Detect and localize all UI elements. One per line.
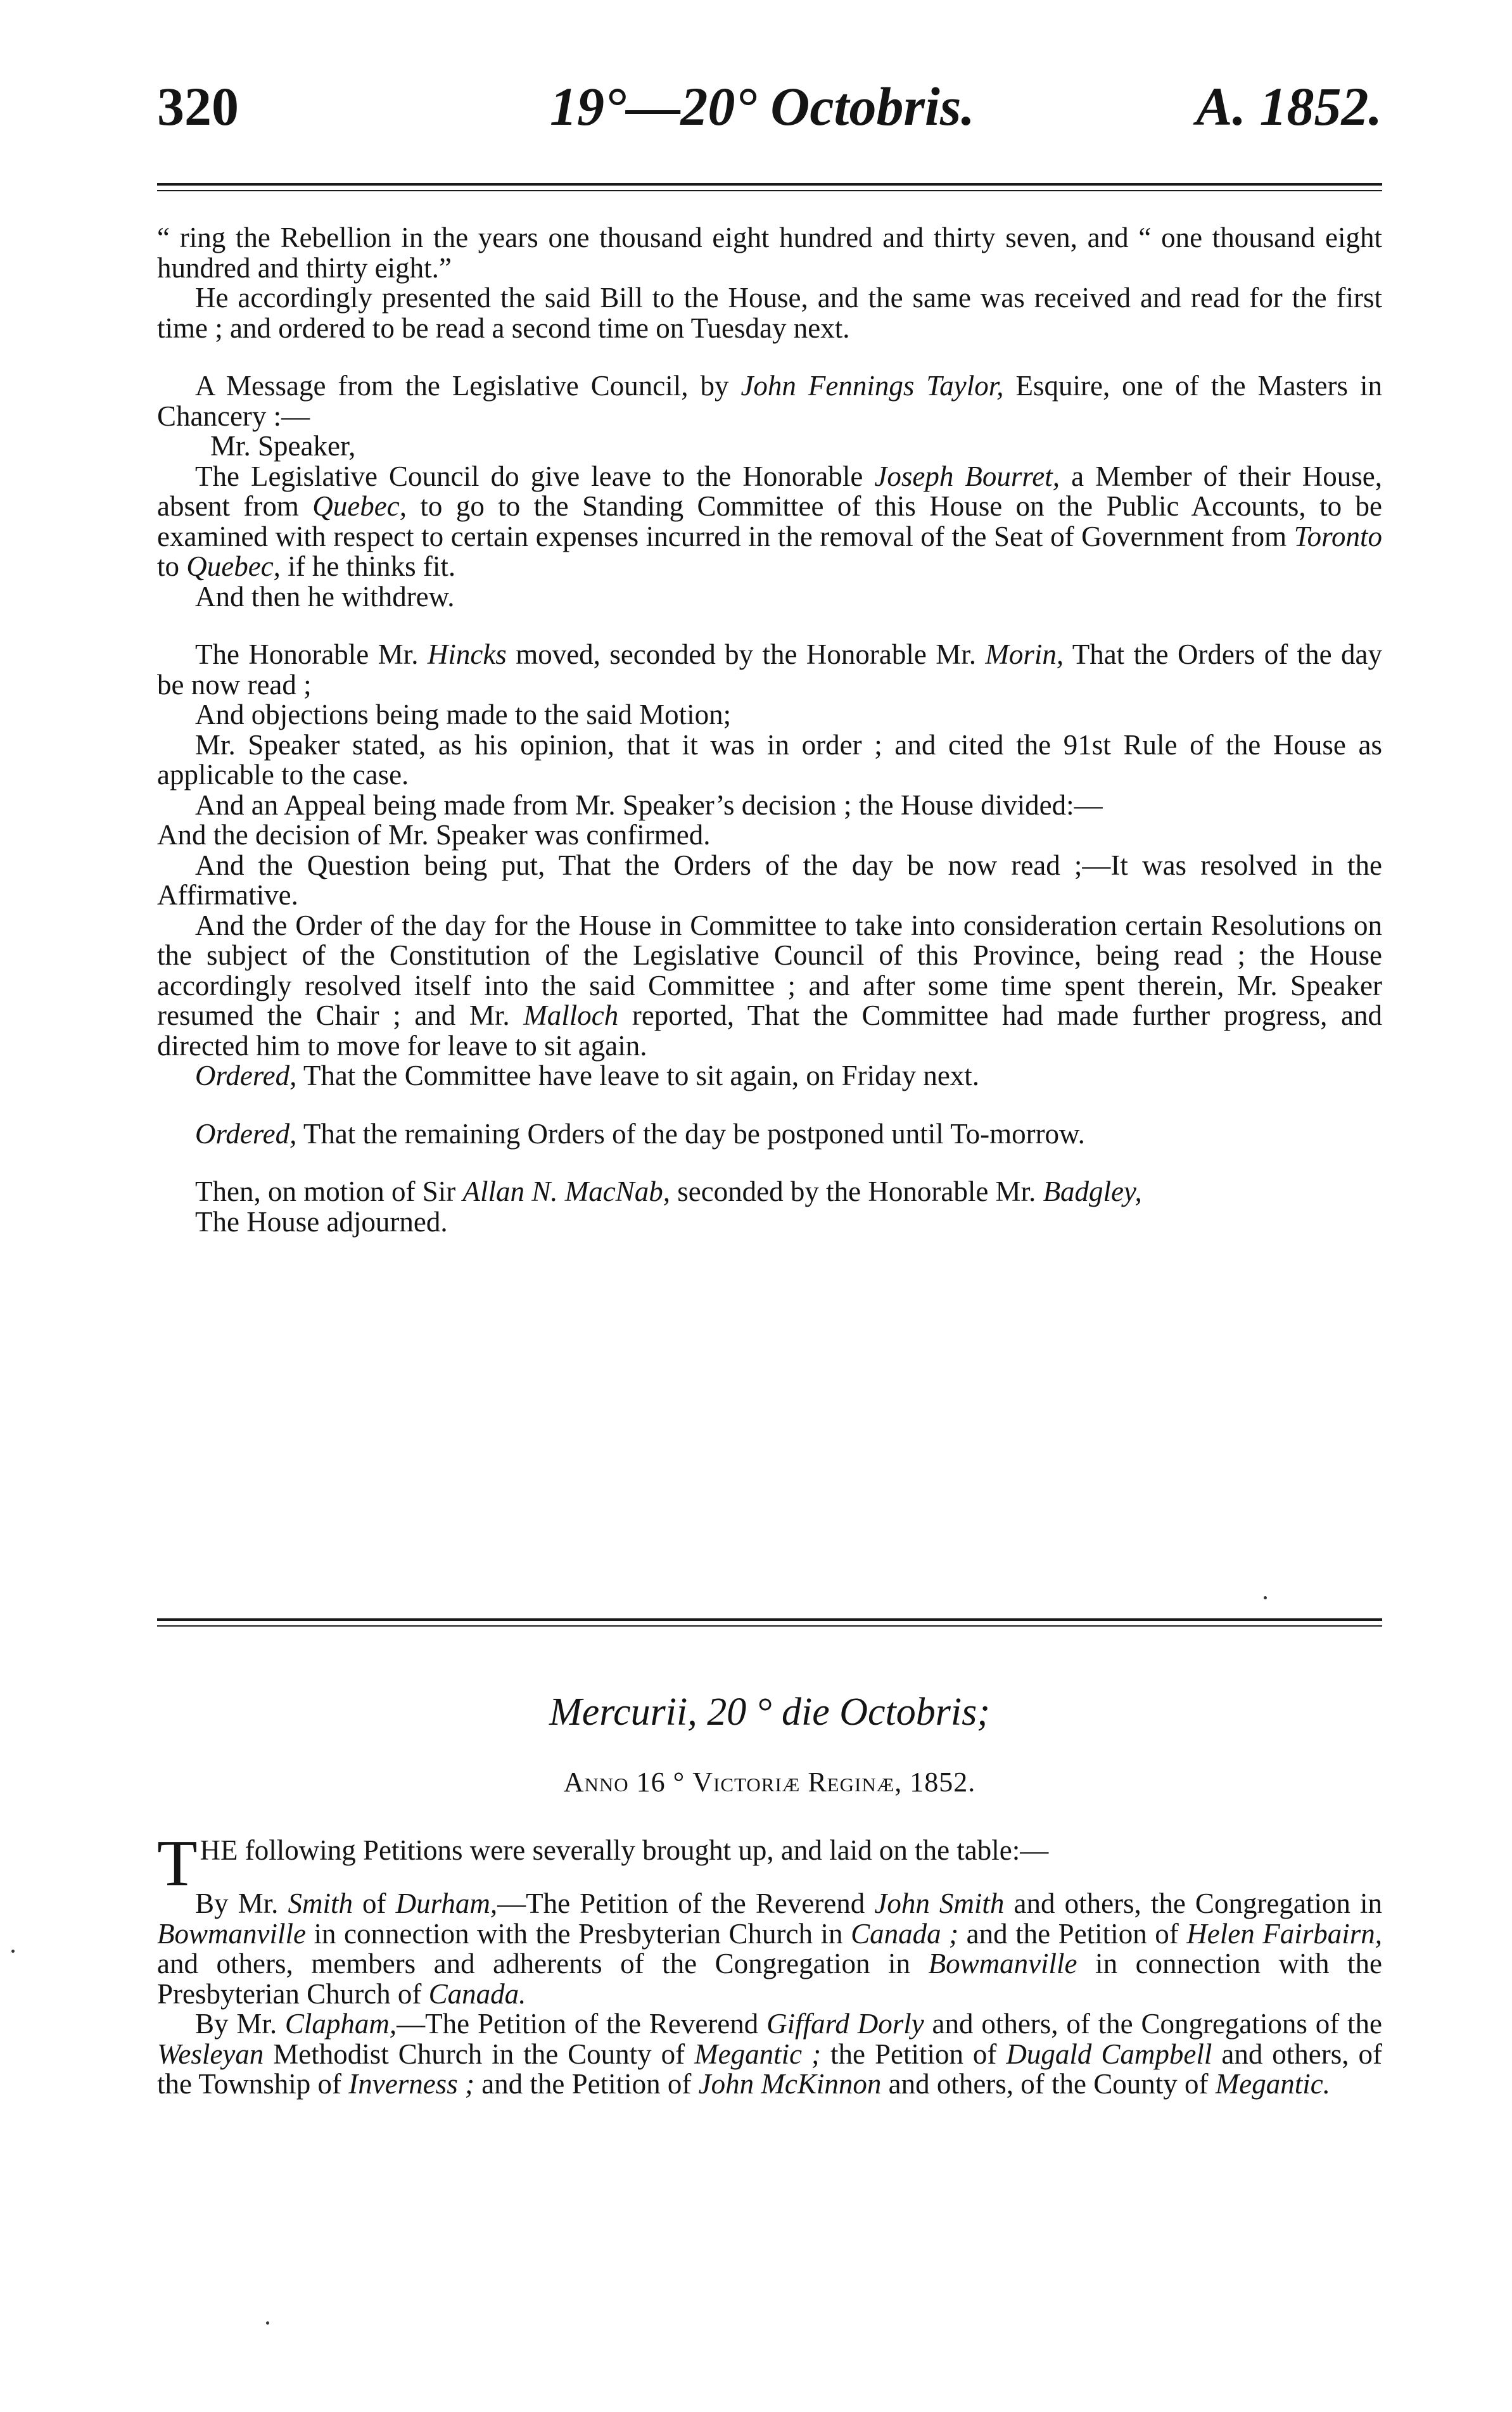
text: a Member of their House, absent from [157,460,1382,522]
subtitle-anno: Anno [563,1767,629,1798]
person-name: Malloch [523,1000,619,1031]
print-speck [11,1950,15,1953]
text: in connection with the Presbyterian Church in [305,1917,851,1950]
paragraph-text: The House adjourned. [195,1205,448,1238]
person-name: Dugald Campbell [1006,2038,1212,2070]
person-name: Helen Fairbairn, [1186,1917,1382,1950]
text: of [352,1888,396,1919]
place-name: Durham, [395,1888,498,1919]
proceedings-oct-19 [157,223,1382,1237]
section-rule-top [157,1618,1382,1621]
person-name: Morin, [985,638,1064,670]
text: to [157,550,187,582]
place-name: Inverness ; [348,2068,474,2100]
section-title: Mercurii, 20 ° die Octobris; [549,1691,990,1734]
paragraph [157,820,1382,851]
paragraph-text: And the decision of Mr. Speaker was confirmed. [157,819,711,851]
text: and the Petition of [474,2068,699,2100]
section-rule-bottom [157,1625,1382,1627]
paragraph-text: HE following Petitions were severally brought up, and laid on the table:— [200,1834,1049,1866]
text: The Honorable Mr. [195,638,428,670]
text: Methodist Church in the County of [264,2038,695,2070]
paragraph [157,1061,1382,1091]
section-subtitle [157,1766,1382,1798]
person-name: Hincks [427,638,507,670]
paragraph [157,371,1382,431]
ordered-label: Ordered, [195,1060,297,1091]
text: Esquire, one of the Masters in Chancery :— [157,370,1383,432]
paragraph-text: And an Appeal being made from Mr. Speaker’s decision ; the House divided:— [195,789,1103,821]
header-year: A. 1852. [1196,76,1382,137]
paragraph [157,2009,1382,2100]
page-number: 320 [157,76,239,137]
running-header [157,75,1382,151]
text: Then, on motion of Sir [195,1176,463,1207]
text: and others, of the Township of [157,2038,1382,2100]
person-name: Clapham, [284,2008,397,2040]
paragraph-text: Mr. Speaker stated, as his opinion, that it was in order ; and cited the 91st Rule of the House as applicable to the case. [157,728,1382,790]
text: —The Petition of the Reverend [497,1888,875,1919]
paragraph [157,790,1382,821]
text: That the Committee have leave to sit again, on Friday next. [296,1060,980,1091]
person-name: John Smith [874,1888,1005,1919]
church-name: Wesleyan [157,2038,264,2070]
text: By Mr. [195,2008,285,2040]
paragraph [157,1889,1382,2009]
place-name: Quebec, [186,550,281,582]
paragraph [157,582,1382,613]
header-date: 19°—20° Octobris. [550,76,975,137]
paragraph [157,640,1382,700]
person-name: Smith [288,1888,353,1919]
person-name: John Fennings Taylor, [740,370,1004,402]
drop-cap: T [157,1827,198,1900]
text: in connection with the Presbyterian Church of [157,1948,1383,2010]
text: reported, That the Committee had made further progress, and directed him to move for leave to sit again. [157,1000,1382,1062]
place-name: Bowmanville [157,1917,306,1950]
paragraph [157,1827,1382,1900]
paragraph-text: And the Question being put, That the Orders of the day be now read ;—It was resolved in the Affirmative. [157,849,1382,911]
paragraph [157,462,1382,582]
text: The Legislative Council do give leave to the Honorable [195,460,875,492]
subtitle-reign: Victoriæ Reginæ, [692,1767,903,1798]
place-name: Toronto [1293,520,1382,552]
person-name: Joseph Bourret, [874,460,1060,492]
header-rule-top [157,183,1382,186]
paragraph [157,700,1382,730]
place-name: Canada. [428,1977,526,2010]
subtitle-regnal-year: 16 ° [636,1767,685,1798]
person-name: Badgley, [1043,1176,1142,1207]
paragraph [157,730,1382,790]
paragraph-text: And then he withdrew. [195,580,455,613]
text: and others, of the County of [881,2068,1216,2100]
place-name: Megantic ; [694,2038,822,2070]
paragraph [157,431,1382,462]
place-name: Megantic. [1215,2068,1330,2100]
print-speck [266,2321,269,2325]
person-name: John McKinnon [698,2068,882,2100]
place-name: Quebec, [312,490,407,522]
text: if he thinks fit. [280,550,456,582]
text: to go to the Standing Committee of this House on the Public Accounts, to be examined with respect to certain expenses incurred in the removal of the Seat of Government from [157,490,1382,552]
place-name: Canada ; [851,1917,959,1950]
text: By Mr. [195,1888,288,1919]
proceedings-oct-20 [157,1827,1383,2100]
person-name: Giffard Dorly [766,2008,924,2040]
text: and others, members and adherents of the Congregation in [157,1948,929,1979]
text: And the Order of the day for the House in Committee to take into consideration certain Resolutions on the subject of the Constitution of the Legislative Council of this Province, being read ; the House accordingly resolved itself into the said Committee ; and after some time spent therein, Mr. Speaker resumed the Chair ; and Mr. [157,909,1382,1031]
paragraph-text: And objections being made to the said Motion; [195,699,732,730]
person-name: Allan N. MacNab, [462,1176,670,1207]
text: That the remaining Orders of the day be postponed until To-morrow. [296,1117,1085,1150]
paragraph-text: “ ring the Rebellion in the years one thousand eight hundred and thirty seven, and “ one thousand eight hundred and thirty eight.” [157,222,1382,284]
paragraph [157,283,1382,343]
ordered-label: Ordered, [195,1117,297,1150]
paragraph-text: He accordingly presented the said Bill to the House, and the same was received and read for the first time ; and ordered to be read a second time on Tuesday next. [157,282,1382,344]
paragraph [157,1177,1382,1207]
paragraph [157,223,1382,283]
text: and others, the Congregation in [1004,1888,1382,1919]
paragraph [157,911,1382,1062]
text: —The Petition of the Reverend [397,2008,767,2040]
paragraph [157,851,1382,911]
text: A Message from the Legislative Council, by [195,370,741,402]
place-name: Bowmanville [928,1948,1077,1979]
text: and others, of the Congregations of the [924,2008,1382,2040]
paragraph [157,1119,1382,1150]
salutation: Mr. Speaker, [210,430,356,462]
text: moved, seconded by the Honorable Mr. [506,638,986,670]
subtitle-year: 1852. [910,1767,976,1798]
paragraph [157,1207,1382,1238]
text: the Petition of [821,2038,1007,2070]
text: and the Petition of [958,1917,1187,1950]
header-rule-bottom [157,190,1382,191]
text: That the Orders of the day be now read ; [157,638,1382,701]
print-speck [1264,1596,1267,1599]
text: seconded by the Honorable Mr. [670,1176,1043,1207]
